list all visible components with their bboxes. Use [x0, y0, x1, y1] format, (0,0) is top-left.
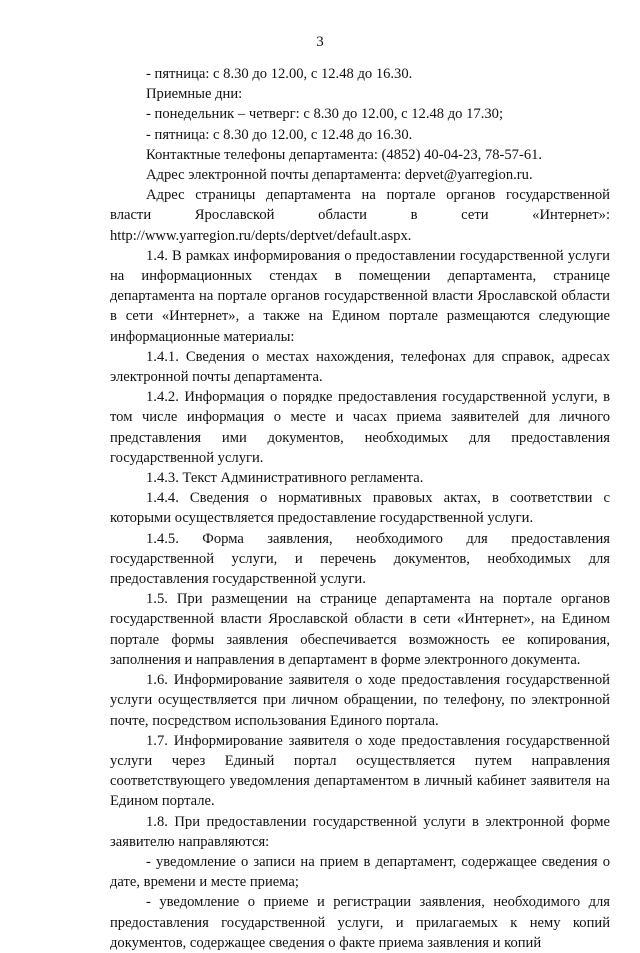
paragraph: 1.7. Информирование заявителя о ходе предоставления государственной услуги через Единый портал осуществляется путем направления соответствующего уведомления департаментом в личный кабинет заявителя на Едином портале. [110, 732, 610, 810]
paragraph: - уведомление о приеме и регистрации заявления, необходимого для предоставления государственной услуги, и прилагаемых к нему копий документов, содержащее сведения о факте приема заявления и копий [110, 894, 610, 951]
paragraph: Контактные телефоны департамента: (4852) 40-04-23, 78-57-61. [146, 146, 543, 163]
paragraph: 1.6. Информирование заявителя о ходе предоставления государственной услуги осуществляется при личном обращении, по телефону, по электронной почте, посредством использования Единого портала. [110, 672, 610, 729]
paragraph: - понедельник – четверг: с 8.30 до 12.00, с 12.48 до 17.30; [146, 106, 504, 123]
paragraph: Адрес электронной почты департамента: depvet@yarregion.ru. [146, 167, 533, 184]
paragraph: 1.4.2. Информация о порядке предоставления государственной услуги, в том числе информация о месте и часах приема заявителей для личного представления ими документов, необходимых для предоставления государственной услуги. [110, 389, 610, 466]
paragraph: Адрес страницы департамента на портале органов государственной власти Ярославской области в сети «Интернет»: http://www.yarregion.ru/depts/deptvet/default.aspx. [110, 187, 610, 244]
paragraph: 1.4.3. Текст Административного регламента. [146, 470, 424, 487]
paragraph: - уведомление о записи на прием в департамент, содержащее сведения о дате, времени и месте приема; [110, 853, 610, 891]
paragraph: - пятница: с 8.30 до 12.00, с 12.48 до 16.30. [146, 126, 413, 143]
paragraph: 1.8. При предоставлении государственной услуги в электронной форме заявителю направляются: [110, 813, 610, 850]
document-body [110, 64, 610, 953]
paragraph: 1.5. При размещении на странице департамента на портале органов государственной власти Ярославской области в сети «Интернет», на Едином портале формы заявления обеспечивается возможность ее копирования, заполнения и направления в департамент в форме электронного документа. [110, 591, 610, 668]
paragraph: 1.4.4. Сведения о нормативных правовых актах, в соответствии с которыми осуществляется предоставление государственной услуги. [110, 490, 610, 527]
paragraph: Приемные дни: [146, 86, 243, 103]
paragraph: - пятница: с 8.30 до 12.00, с 12.48 до 16.30. [146, 66, 413, 82]
paragraph: 1.4. В рамках информирования о предоставлении государственной услуги на информационных стендах в помещении департамента, странице департамента на портале органов государственной власти Ярославской области в сети «Интернет», а также на Едином портале размещаются следующие информационные материалы: [110, 247, 610, 345]
page-number: 3 [316, 34, 324, 50]
paragraph: 1.4.1. Сведения о местах нахождения, телефонах для справок, адресах электронной почты департамента. [110, 348, 610, 386]
paragraph: 1.4.5. Форма заявления, необходимого для предоставления государственной услуги, и перечень документов, необходимых для предоставления государственной услуги. [110, 530, 610, 588]
